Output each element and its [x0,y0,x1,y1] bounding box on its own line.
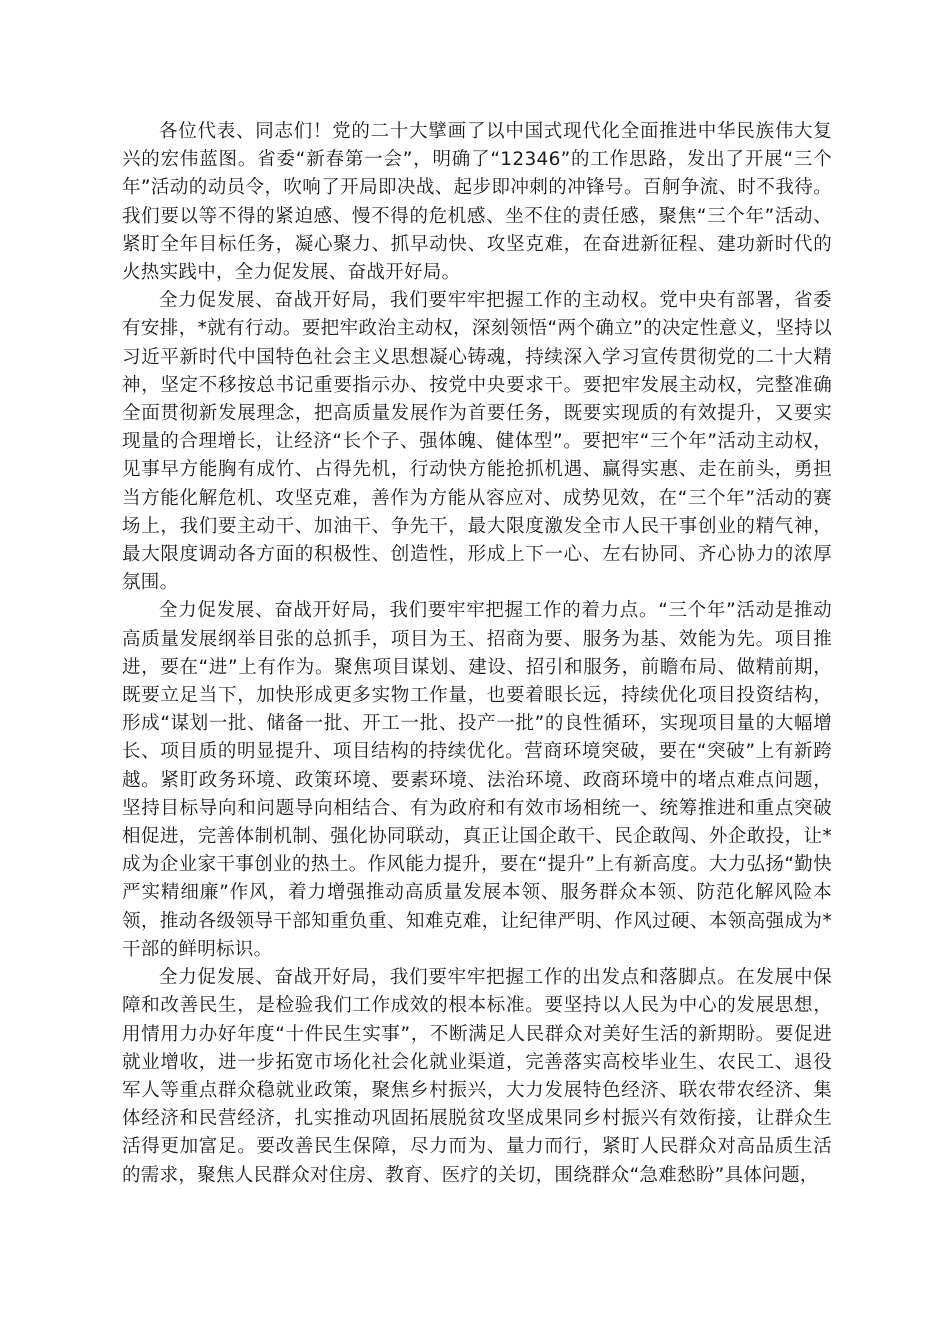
paragraph-initiative: 全力促发展、奋战开好局，我们要牢牢把握工作的主动权。党中央有部署，省委有安排，*就有行动。要把牢政治主动权，深刻领悟“两个确立”的决定性意义，坚持以习近平新时代中国特色社会主义思想凝心铸魂，持续深入学习宣传贯彻党的二十大精神，坚定不移按总书记重要指示办、按党中央要求干。要把牢发展主动权，完整准确全面贯彻新发展理念，把高质量发展作为首要任务，既要实现质的有效提升，又要实现量的合理增长，让经济“长个子、强体魄、健体型”。要把牢“三个年”活动主动权，见事早方能胸有成竹、占得先机，行动快方能抢抓机遇、赢得实惠、走在前头，勇担当方能化解危机、攻坚克难，善作为方能从容应对、成势见效，在“三个年”活动的赛场上，我们要主动干、加油干、争先干，最大限度激发全市人民干事创业的精气神，最大限度调动各方面的积极性、创造性，形成上下一心、左右协同、齐心协力的浓厚氛围。 [122,290,832,594]
paragraph-opening: 各位代表、同志们！党的二十大擘画了以中国式现代化全面推进中华民族伟大复兴的宏伟蓝图。省委“新春第一会”，明确了“12346”的工作思路，发出了开展“三个年”活动的动员令，吹响了开局即决战、起步即冲刺的冲锋号。百舸争流、时不我待。我们要以等不得的紧迫感、慢不得的危机感、坐不住的责任感，聚焦“三个年”活动、紧盯全年目标任务，凝心聚力、抓早动快、攻坚克难，在奋进新征程、建功新时代的火热实践中，全力促发展、奋战开好局。 [122,121,832,284]
document-body [122,118,832,1190]
paragraph-focus-points: 全力促发展、奋战开好局，我们要牢牢把握工作的着力点。“三个年”活动是推动高质量发展纲举目张的总抓手，项目为王、招商为要、服务为基、效能为先。项目推进，要在“进”上有作为。聚焦项目谋划、建设、招引和服务，前瞻布局、做精前期，既要立足当下，加快形成更多实物工作量，也要着眼长远，持续优化项目投资结构，形成“谋划一批、储备一批、开工一批、投产一批”的良性循环，实现项目量的大幅增长、项目质的明显提升、项目结构的持续优化。营商环境突破，要在“突破”上有新跨越。紧盯政务环境、政策环境、要素环境、法治环境、政商环境中的堵点难点问题，坚持目标导向和问题导向相结合、有为政府和有效市场相统一、统筹推进和重点突破相促进，完善体制机制、强化协同联动，真正让国企敢干、民企敢闯、外企敢投，让*成为企业家干事创业的热土。作风能力提升，要在“提升”上有新高度。大力弘扬“勤快严实精细廉”作风，着力增强推动高质量发展本领、服务群众本领、防范化解风险本领，推动各级领导干部知重负重、知难克难，让纪律严明、作风过硬、本领高强成为*干部的鲜明标识。 [122,600,832,960]
paragraph-livelihood: 全力促发展、奋战开好局，我们要牢牢把握工作的出发点和落脚点。在发展中保障和改善民生，是检验我们工作成效的根本标准。要坚持以人民为中心的发展思想，用情用力办好年度“十件民生实事”，不断满足人民群众对美好生活的新期盼。要促进就业增收，进一步拓宽市场化社会化就业渠道，完善落实高校毕业生、农民工、退役军人等重点群众稳就业政策，聚焦乡村振兴，大力发展特色经济、联农带农经济、集体经济和民营经济，扎实推动巩固拓展脱贫攻坚成果同乡村振兴有效衔接，让群众生活得更加富足。要改善民生保障，尽力而为、量力而行，紧盯人民群众对高品质生活的需求，聚焦人民群众对住房、教育、医疗的关切，围绕群众“急难愁盼”具体问题， [122,967,832,1186]
